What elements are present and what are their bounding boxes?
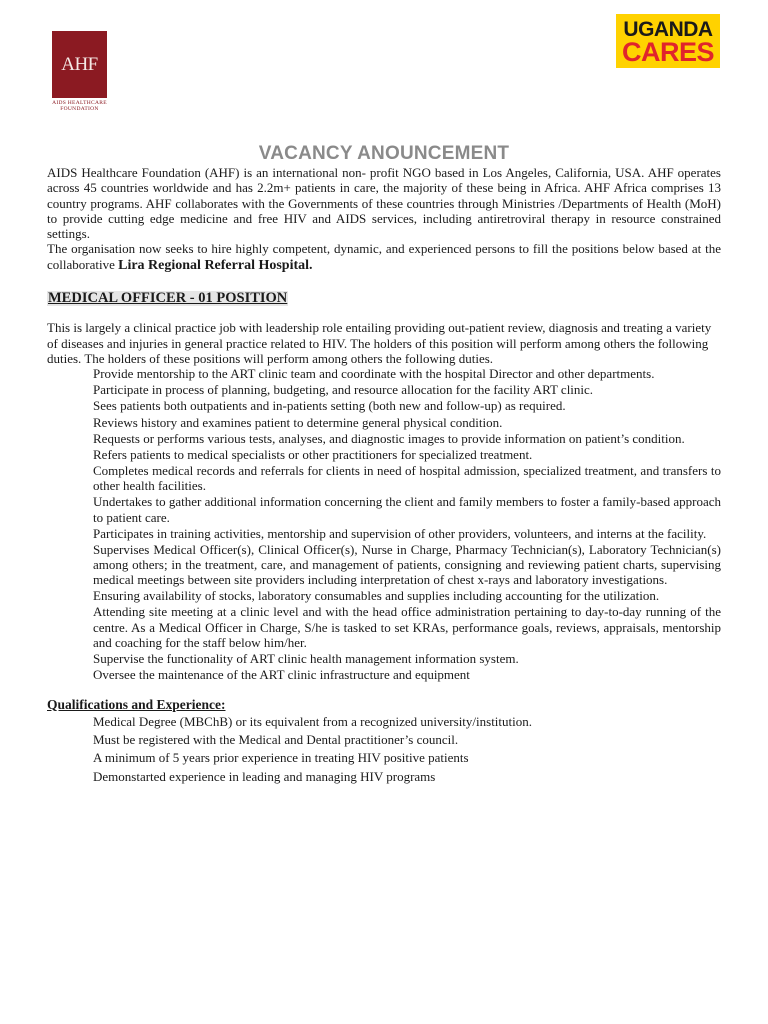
list-item: Must be registered with the Medical and Dental practitioner’s council. (93, 732, 459, 748)
position-description: This is largely a clinical practice job with leadership role entailing providing out-patient review, diagnosis and treating a variety of diseases and injuries in general practice related to HIV. The holders of this position will perform among others the following duties. The holders of these positions will perform among others the following duties. (47, 320, 712, 366)
ahf-logo-box (52, 31, 107, 98)
list-item: Ensuring availability of stocks, laboratory consumables and supplies including accounting for the utilization. (93, 588, 660, 604)
list-item: Reviews history and examines patient to determine general physical condition. (93, 414, 503, 430)
list-item: Undertakes to gather additional information concerning the client and family members to foster a family-based approach to patient care. (93, 494, 721, 525)
ahf-logo (52, 31, 107, 111)
intro-paragraph: AIDS Healthcare Foundation (AHF) is an international non- profit NGO based in Los Angeles, California, USA. AHF operates across 45 countries worldwide and has 2.2m+ patients in care, the majority of these being in Africa. AHF Africa comprises 13 country programs. AHF collaborates with the Governments of these countries through Ministries /Departments of Health (MoH) to provide cutting edge medicine and free HIV and AIDS services, including antiretroviral therapy in resource constrained settings. (47, 165, 721, 242)
list-item: A minimum of 5 years prior experience in treating HIV positive patients (93, 750, 469, 766)
list-item: Requests or performs various tests, analyses, and diagnostic images to provide information on patient’s condition. (93, 430, 685, 446)
hire-location: Lira Regional Referral Hospital. (118, 257, 313, 273)
qualifications-heading: Qualifications and Experience: (47, 696, 226, 712)
ahf-logo-subtitle (52, 100, 107, 112)
list-item: Refers patients to medical specialists or other practitioners for specialized treatment. (93, 446, 533, 462)
list-item: Supervise the functionality of ART clinic health management information system. (93, 651, 519, 667)
list-item: Sees patients both outpatients and in-patients setting (both new and follow-up) as required. (93, 398, 566, 414)
uganda-cares-logo (616, 14, 720, 68)
hire-sentence: The organisation now seeks to hire highly competent, dynamic, and experienced persons to fill the positions below based at the collaborative (47, 241, 721, 272)
ahf-subtitle-line2: FOUNDATION (60, 106, 99, 112)
uganda-cares-line1: UGANDA (623, 18, 713, 41)
hire-paragraph (47, 241, 721, 273)
page-title: VACANCY ANOUNCEMENT (258, 143, 510, 164)
ahf-subtitle-line1: AIDS HEALTHCARE (52, 100, 107, 106)
list-item: Provide mentorship to the ART clinic team and coordinate with the hospital Director and other departments. (93, 366, 655, 382)
qualifications-list (47, 714, 721, 784)
duties-list (47, 366, 721, 682)
uganda-cares-line2: CARES (621, 37, 714, 67)
position-heading: MEDICAL OFFICER - 01 POSITION (48, 290, 288, 307)
list-item: Participates in training activities, mentorship and supervision of other providers, volunteers, and interns at the facility. (93, 525, 707, 541)
list-item: Attending site meeting at a clinic level and with the head office administration pertaining to day-to-day running of the centre. As a Medical Officer in Charge, S/he is tasked to set KRAs, performance goals, reviews, appraisals, mentorship and coaching for the staff below him/her. (93, 604, 721, 651)
list-item: Oversee the maintenance of the ART clinic infrastructure and equipment (93, 667, 470, 683)
ahf-logo-text: AHF (61, 53, 98, 75)
list-item: Completes medical records and referrals for clients in need of hospital admission, specialized treatment, and transfers to other health facilities. (93, 462, 721, 494)
document-body (47, 165, 721, 787)
list-item: Medical Degree (MBChB) or its equivalent from a recognized university/institution. (93, 713, 533, 729)
list-item: Supervises Medical Officer(s), Clinical Officer(s), Nurse in Charge, Pharmacy Technician(s), Laboratory Technician(s) among others; in the treatment, care, and management of patients, consigning and reviewing patient charts, supervising medical meetings between site providers including interpretation of chest x-rays and laboratory investigations. (93, 541, 721, 588)
list-item: Participate in process of planning, budgeting, and resource allocation for the facility ART clinic. (93, 382, 594, 398)
list-item: Demonstarted experience in leading and managing HIV programs (93, 768, 436, 784)
